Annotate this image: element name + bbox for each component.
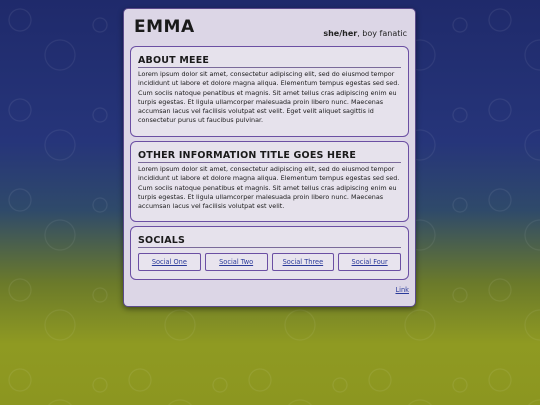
socials-title: SOCIALS: [138, 235, 186, 246]
socials-section: [130, 226, 409, 280]
profile-name: EMMA: [134, 17, 195, 37]
other-info-text: Lorem ipsum dolor sit amet, consectetur adipiscing elit, sed do eiusmod tempor incididunt ut labore et dolore magna aliqua. Elementum tempus egestas sed sed. Cum sociis natoque penatibus et magnis. Sit amet tellus cras adipiscing enim eu turpis egestas. Et ligula ullamcorper malesuada proin libero nunc. Maecenas accumsan lacus vel facilisis volutpat est velit.: [138, 165, 400, 211]
pronouns-rest: , boy fanatic: [357, 29, 407, 38]
about-title: ABOUT MEEE: [138, 55, 210, 66]
about-divider: [138, 67, 401, 68]
about-section: [130, 46, 409, 137]
socials-divider: [138, 247, 401, 248]
about-text: Lorem ipsum dolor sit amet, consectetur adipiscing elit, sed do eiusmod tempor incididunt ut labore et dolore magna aliqua. Elementum tempus egestas sed sed. Cum sociis natoque penatibus et magnis. Sit amet tellus cras adipiscing enim eu turpis egestas. Et ligula ullamcorper malesuada proin libero nunc. Maecenas accumsan lacus vel facilisis volutpat est velit. Eget velit aliquet sagittis id consectetur purus ut faucibus pulvinar.: [138, 70, 400, 125]
pronouns: [323, 29, 407, 38]
social-link-3[interactable]: Social Three: [272, 253, 335, 271]
social-link-2[interactable]: Social Two: [205, 253, 268, 271]
pronouns-bold: she/her: [323, 29, 358, 38]
other-info-section: [130, 141, 409, 222]
social-link-4[interactable]: Social Four: [338, 253, 401, 271]
footer-link[interactable]: Link: [395, 286, 409, 294]
other-info-divider: [138, 162, 401, 163]
socials-row: [138, 253, 401, 271]
profile-header: [134, 17, 407, 43]
profile-card: [123, 8, 416, 307]
other-info-title: OTHER INFORMATION TITLE GOES HERE: [138, 150, 357, 161]
social-link-1[interactable]: Social One: [138, 253, 201, 271]
